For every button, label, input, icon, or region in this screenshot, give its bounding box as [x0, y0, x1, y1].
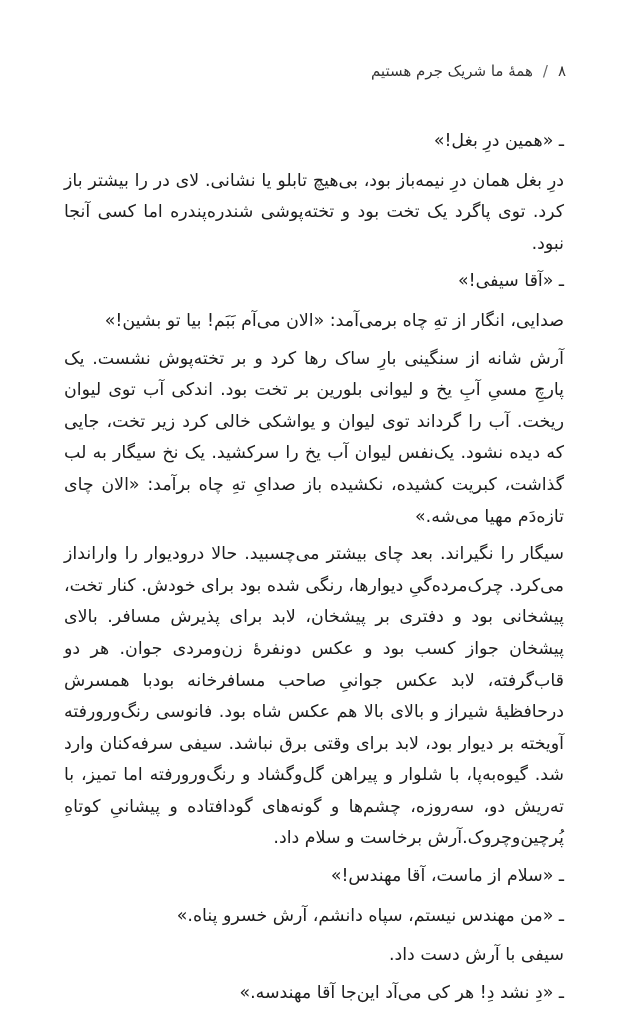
paragraph: درِ بغل همان درِ نیمه‌باز بود، بی‌هیچ تابلو یا نشانی. لای در را بیشتر باز کرد. توی پاگرد یک تخت بود و تخته‌پوشی شندره‌پندره اما کسی آنجا نبود.: [64, 170, 564, 254]
book-title: همهٔ ما شریک جرم هستیم: [370, 62, 533, 80]
paragraph: صدایی، انگار از تهِ چاه برمی‌آمد: «الان می‌آم بَبَم! بیا تو بشین!»: [104, 310, 564, 331]
page-number: ۸: [557, 62, 566, 80]
dialogue-line: ـ «دِ نشد دِ! هر کی می‌آد این‌جا آقا مهندسه.»: [239, 982, 564, 1003]
page-body-text: [64, 126, 564, 1017]
paragraph: سیفی با آرش دست داد.: [388, 945, 564, 966]
header-separator: /: [542, 62, 548, 80]
paragraph: سیگار را نگیراند. بعد چای بیشتر می‌چسبید. حالا دروديوار را وارانداز می‌کرد. چرک‌مرده‌گیِ دیوارها، رنگی شده بود برای خودش. کنار تخت، پیشخانی بود و دفتری بر پیشخان، لابد برای پذیرش مسافر. بالای پیشخان جواز کسب بود و عکس دونفرهٔ زن‌ومردی جوان. هر دو قاب‌گرفته، لابد عکس جوانیِ صاحب مسافرخانه بودبا همسرش درحافظیهٔ شیراز و بالای بالا هم عکس شاه بود. فانوسی رنگ‌ورورفته آویخته بر دیوار بود، لابد برای وقتی برق نباشد. سیفی سرفه‌کنان وارد شد. گیوه‌به‌پا، با شلوار و پیراهن گل‌وگشاد و رنگ‌ورورفته اما تمیز، با ته‌ریش دو، سه‌روزه، چشم‌ها و گونه‌های گودافتاده و پیشانیِ کوتاهِ پُرچین‌وچروک.آرش برخاست و سلام داد.: [64, 544, 564, 849]
dialogue-line: ـ «سلام از ماست، آقا مهندس!»: [330, 866, 564, 887]
dialogue-line: ـ «آقا سیفی!»: [458, 271, 564, 292]
paragraph: آرش شانه از سنگینی بارِ ساک رها کرد و بر تخته‌پوش نشست. یک پارچِ مسیِ آبِ یخ و لیوانی بلورین بر تخت بود. اندکی آب توی لیوان ریخت. آب را گرداند توی لیوان و یواشکی خالی کرد زیر تخت، جایی که دیده نشود. یک‌نفس لیوان آب یخ را سرکشید. یک نخ سیگار به لب گذاشت، کبریت کشیده، نکشیده باز صدایِ تهِ چاه برآمد: «الان چای تازه‌دَم مهیا می‌شه.»: [64, 348, 564, 527]
running-header: [371, 62, 566, 80]
dialogue-line: ـ «من مهندس نیستم، سپاه دانشم، آرش خسرو پناه.»: [176, 905, 564, 926]
dialogue-line: ـ «همین درِ بغل!»: [433, 131, 564, 151]
